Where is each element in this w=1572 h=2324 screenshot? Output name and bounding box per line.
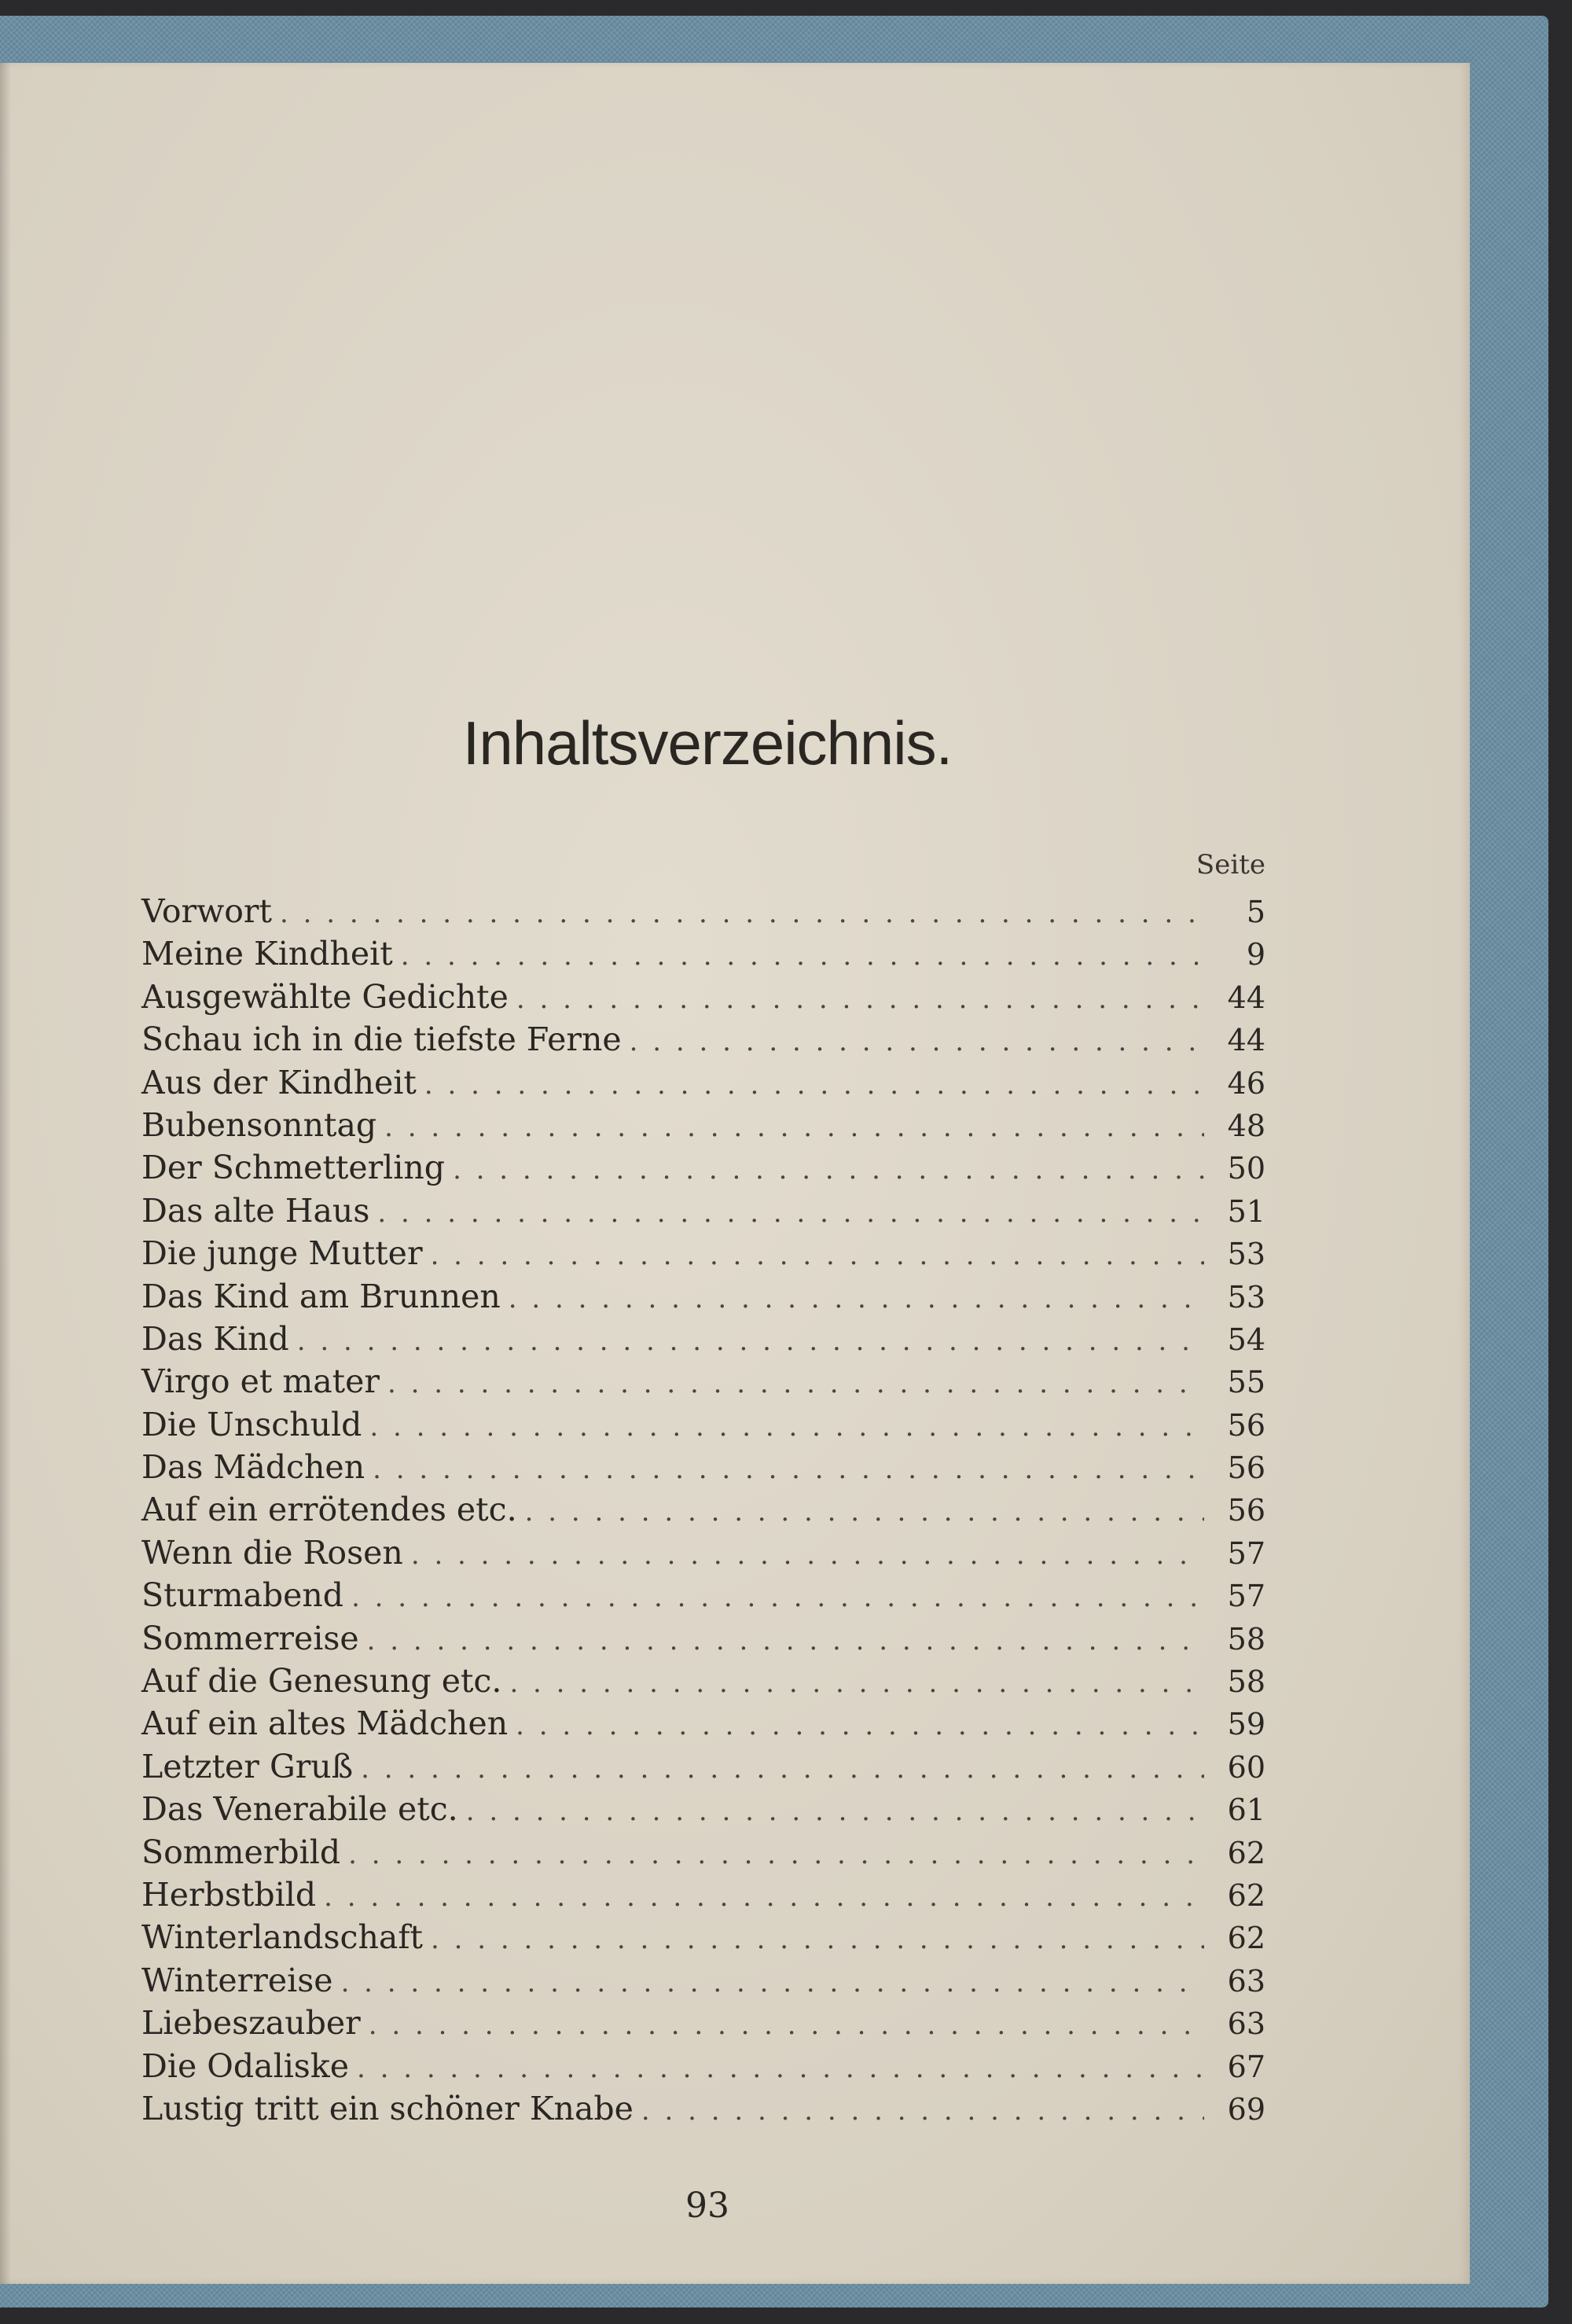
toc-leader-dots xyxy=(324,1876,1204,1918)
toc-entry xyxy=(141,2045,1265,2087)
table-of-contents xyxy=(141,890,1265,2130)
toc-entry-title: Aus der Kindheit xyxy=(141,1063,417,1101)
toc-entry xyxy=(141,976,1265,1018)
toc-entry-title: Sommerreise xyxy=(141,1619,359,1657)
toc-entry-page: 56 xyxy=(1227,1493,1265,1528)
toc-entry xyxy=(141,1018,1265,1061)
toc-entry-title: Virgo et mater xyxy=(141,1362,380,1401)
toc-entry-page: 62 xyxy=(1227,1921,1265,1956)
toc-entry-page: 46 xyxy=(1227,1065,1265,1101)
toc-entry-page: 56 xyxy=(1227,1407,1265,1443)
toc-entry-page: 58 xyxy=(1227,1664,1265,1700)
toc-leader-dots xyxy=(369,1406,1204,1448)
toc-leader-dots xyxy=(516,978,1204,1020)
toc-entry-page: 56 xyxy=(1227,1451,1265,1486)
toc-entry-title: Das alte Haus xyxy=(141,1191,370,1230)
toc-entry-title: Schau ich in die tiefste Ferne xyxy=(141,1020,622,1059)
toc-leader-dots xyxy=(357,2047,1204,2090)
toc-entry-title: Die Unschuld xyxy=(141,1405,362,1443)
toc-entry xyxy=(141,1488,1265,1531)
spine-shadow xyxy=(0,63,11,2284)
toc-entry-page: 62 xyxy=(1227,1877,1265,1913)
toc-entry-page: 44 xyxy=(1227,980,1265,1015)
toc-entry-page: 59 xyxy=(1227,1707,1265,1742)
book-page xyxy=(0,63,1470,2284)
toc-entry xyxy=(141,1446,1265,1488)
toc-entry-page: 9 xyxy=(1246,937,1265,973)
toc-entry-title: Vorwort xyxy=(141,892,272,930)
page-number: 93 xyxy=(685,2186,729,2226)
toc-entry-page: 58 xyxy=(1227,1621,1265,1657)
toc-entry xyxy=(141,1360,1265,1403)
toc-leader-dots xyxy=(351,1576,1204,1619)
toc-entry-title: Auf ein altes Mädchen xyxy=(141,1704,509,1743)
toc-entry-title: Das Kind xyxy=(141,1319,289,1358)
toc-entry-title: Herbstbild xyxy=(141,1875,317,1914)
toc-entry-page: 53 xyxy=(1227,1237,1265,1272)
toc-entry-page: 51 xyxy=(1227,1193,1265,1229)
toc-entry-title: Auf die Genesung etc. xyxy=(141,1662,502,1701)
toc-entry-page: 63 xyxy=(1227,1963,1265,1999)
toc-entry-page: 57 xyxy=(1227,1579,1265,1614)
toc-leader-dots xyxy=(411,1534,1204,1576)
toc-entry-title: Liebeszauber xyxy=(141,2004,361,2043)
toc-entry-title: Das Venerabile etc. xyxy=(141,1790,458,1829)
toc-leader-dots xyxy=(373,1448,1204,1491)
toc-entry-title: Letzter Gruß xyxy=(141,1747,354,1785)
toc-entry-title: Die junge Mutter xyxy=(141,1234,423,1273)
toc-entry-page: 54 xyxy=(1227,1322,1265,1357)
toc-entry xyxy=(141,2002,1265,2044)
toc-entry xyxy=(141,932,1265,975)
toc-entry xyxy=(141,1959,1265,2002)
toc-entry-title: Sturmabend xyxy=(141,1576,344,1615)
toc-leader-dots xyxy=(348,1833,1204,1876)
toc-entry xyxy=(141,1146,1265,1189)
toc-entry xyxy=(141,2087,1265,2130)
toc-entry-page: 48 xyxy=(1227,1108,1265,1143)
toc-entry-page: 53 xyxy=(1227,1279,1265,1315)
toc-entry xyxy=(141,1788,1265,1830)
toc-entry-page: 50 xyxy=(1227,1151,1265,1186)
toc-entry-title: Die Odaliske xyxy=(141,2046,349,2085)
toc-entry xyxy=(141,1574,1265,1616)
toc-entry-page: 44 xyxy=(1227,1023,1265,1058)
toc-entry-title: Der Schmetterling xyxy=(141,1149,446,1187)
toc-entry-page: 61 xyxy=(1227,1793,1265,1828)
toc-entry xyxy=(141,1660,1265,1702)
toc-leader-dots xyxy=(525,1491,1204,1533)
toc-leader-dots xyxy=(509,1662,1204,1704)
toc-entry xyxy=(141,890,1265,932)
toc-leader-dots xyxy=(367,1620,1204,1662)
toc-entry-title: Das Mädchen xyxy=(141,1448,365,1487)
toc-entry xyxy=(141,1190,1265,1232)
toc-entry-page: 63 xyxy=(1227,2006,1265,2042)
toc-leader-dots xyxy=(509,1278,1204,1320)
toc-leader-dots xyxy=(369,2004,1204,2046)
toc-leader-dots xyxy=(641,2090,1204,2132)
toc-entry xyxy=(141,1104,1265,1146)
toc-entry-title: Auf ein errötendes etc. xyxy=(141,1491,517,1529)
toc-entry-title: Meine Kindheit xyxy=(141,935,393,973)
toc-entry xyxy=(141,1831,1265,1874)
toc-leader-dots xyxy=(453,1149,1204,1191)
toc-leader-dots xyxy=(377,1192,1204,1234)
toc-leader-dots xyxy=(297,1320,1204,1362)
toc-leader-dots xyxy=(630,1020,1204,1063)
toc-entry-title: Bubensonntag xyxy=(141,1105,377,1144)
toc-leader-dots xyxy=(431,1234,1204,1277)
toc-entry-page: 55 xyxy=(1227,1365,1265,1400)
toc-entry xyxy=(141,1232,1265,1274)
toc-entry-page: 69 xyxy=(1227,2091,1265,2127)
toc-leader-dots xyxy=(516,1704,1204,1747)
page-title: Inhaltsverzeichnis. xyxy=(462,708,953,778)
toc-entry-title: Ausgewählte Gedichte xyxy=(141,977,509,1016)
toc-entry xyxy=(141,1061,1265,1104)
toc-leader-dots xyxy=(466,1790,1204,1833)
toc-leader-dots xyxy=(341,1962,1204,2004)
toc-entry xyxy=(141,1916,1265,1958)
toc-leader-dots xyxy=(384,1106,1204,1149)
toc-entry xyxy=(141,1532,1265,1574)
toc-entry xyxy=(141,1702,1265,1745)
toc-entry xyxy=(141,1275,1265,1318)
toc-leader-dots xyxy=(424,1064,1204,1106)
toc-leader-dots xyxy=(361,1748,1204,1790)
toc-entry-title: Wenn die Rosen xyxy=(141,1533,403,1572)
toc-leader-dots xyxy=(431,1918,1204,1961)
toc-entry-title: Sommerbild xyxy=(141,1833,341,1871)
toc-leader-dots xyxy=(401,935,1204,977)
toc-entry-page: 5 xyxy=(1246,895,1265,929)
toc-entry xyxy=(141,1318,1265,1360)
toc-leader-dots xyxy=(387,1362,1204,1405)
toc-entry-title: Das Kind am Brunnen xyxy=(141,1277,501,1315)
toc-entry-title: Winterreise xyxy=(141,1961,333,1999)
toc-entry xyxy=(141,1874,1265,1916)
toc-entry-page: 67 xyxy=(1227,2049,1265,2084)
toc-entry-page: 62 xyxy=(1227,1835,1265,1870)
toc-entry-page: 57 xyxy=(1227,1535,1265,1571)
toc-entry-title: Winterlandschaft xyxy=(141,1918,423,1957)
toc-leader-dots xyxy=(280,892,1204,935)
toc-entry xyxy=(141,1403,1265,1446)
toc-entry-title: Lustig tritt ein schöner Knabe xyxy=(141,2089,634,2127)
toc-entry xyxy=(141,1617,1265,1660)
page-column-header: Seite xyxy=(1196,849,1265,881)
toc-entry xyxy=(141,1745,1265,1788)
toc-entry-page: 60 xyxy=(1227,1749,1265,1785)
